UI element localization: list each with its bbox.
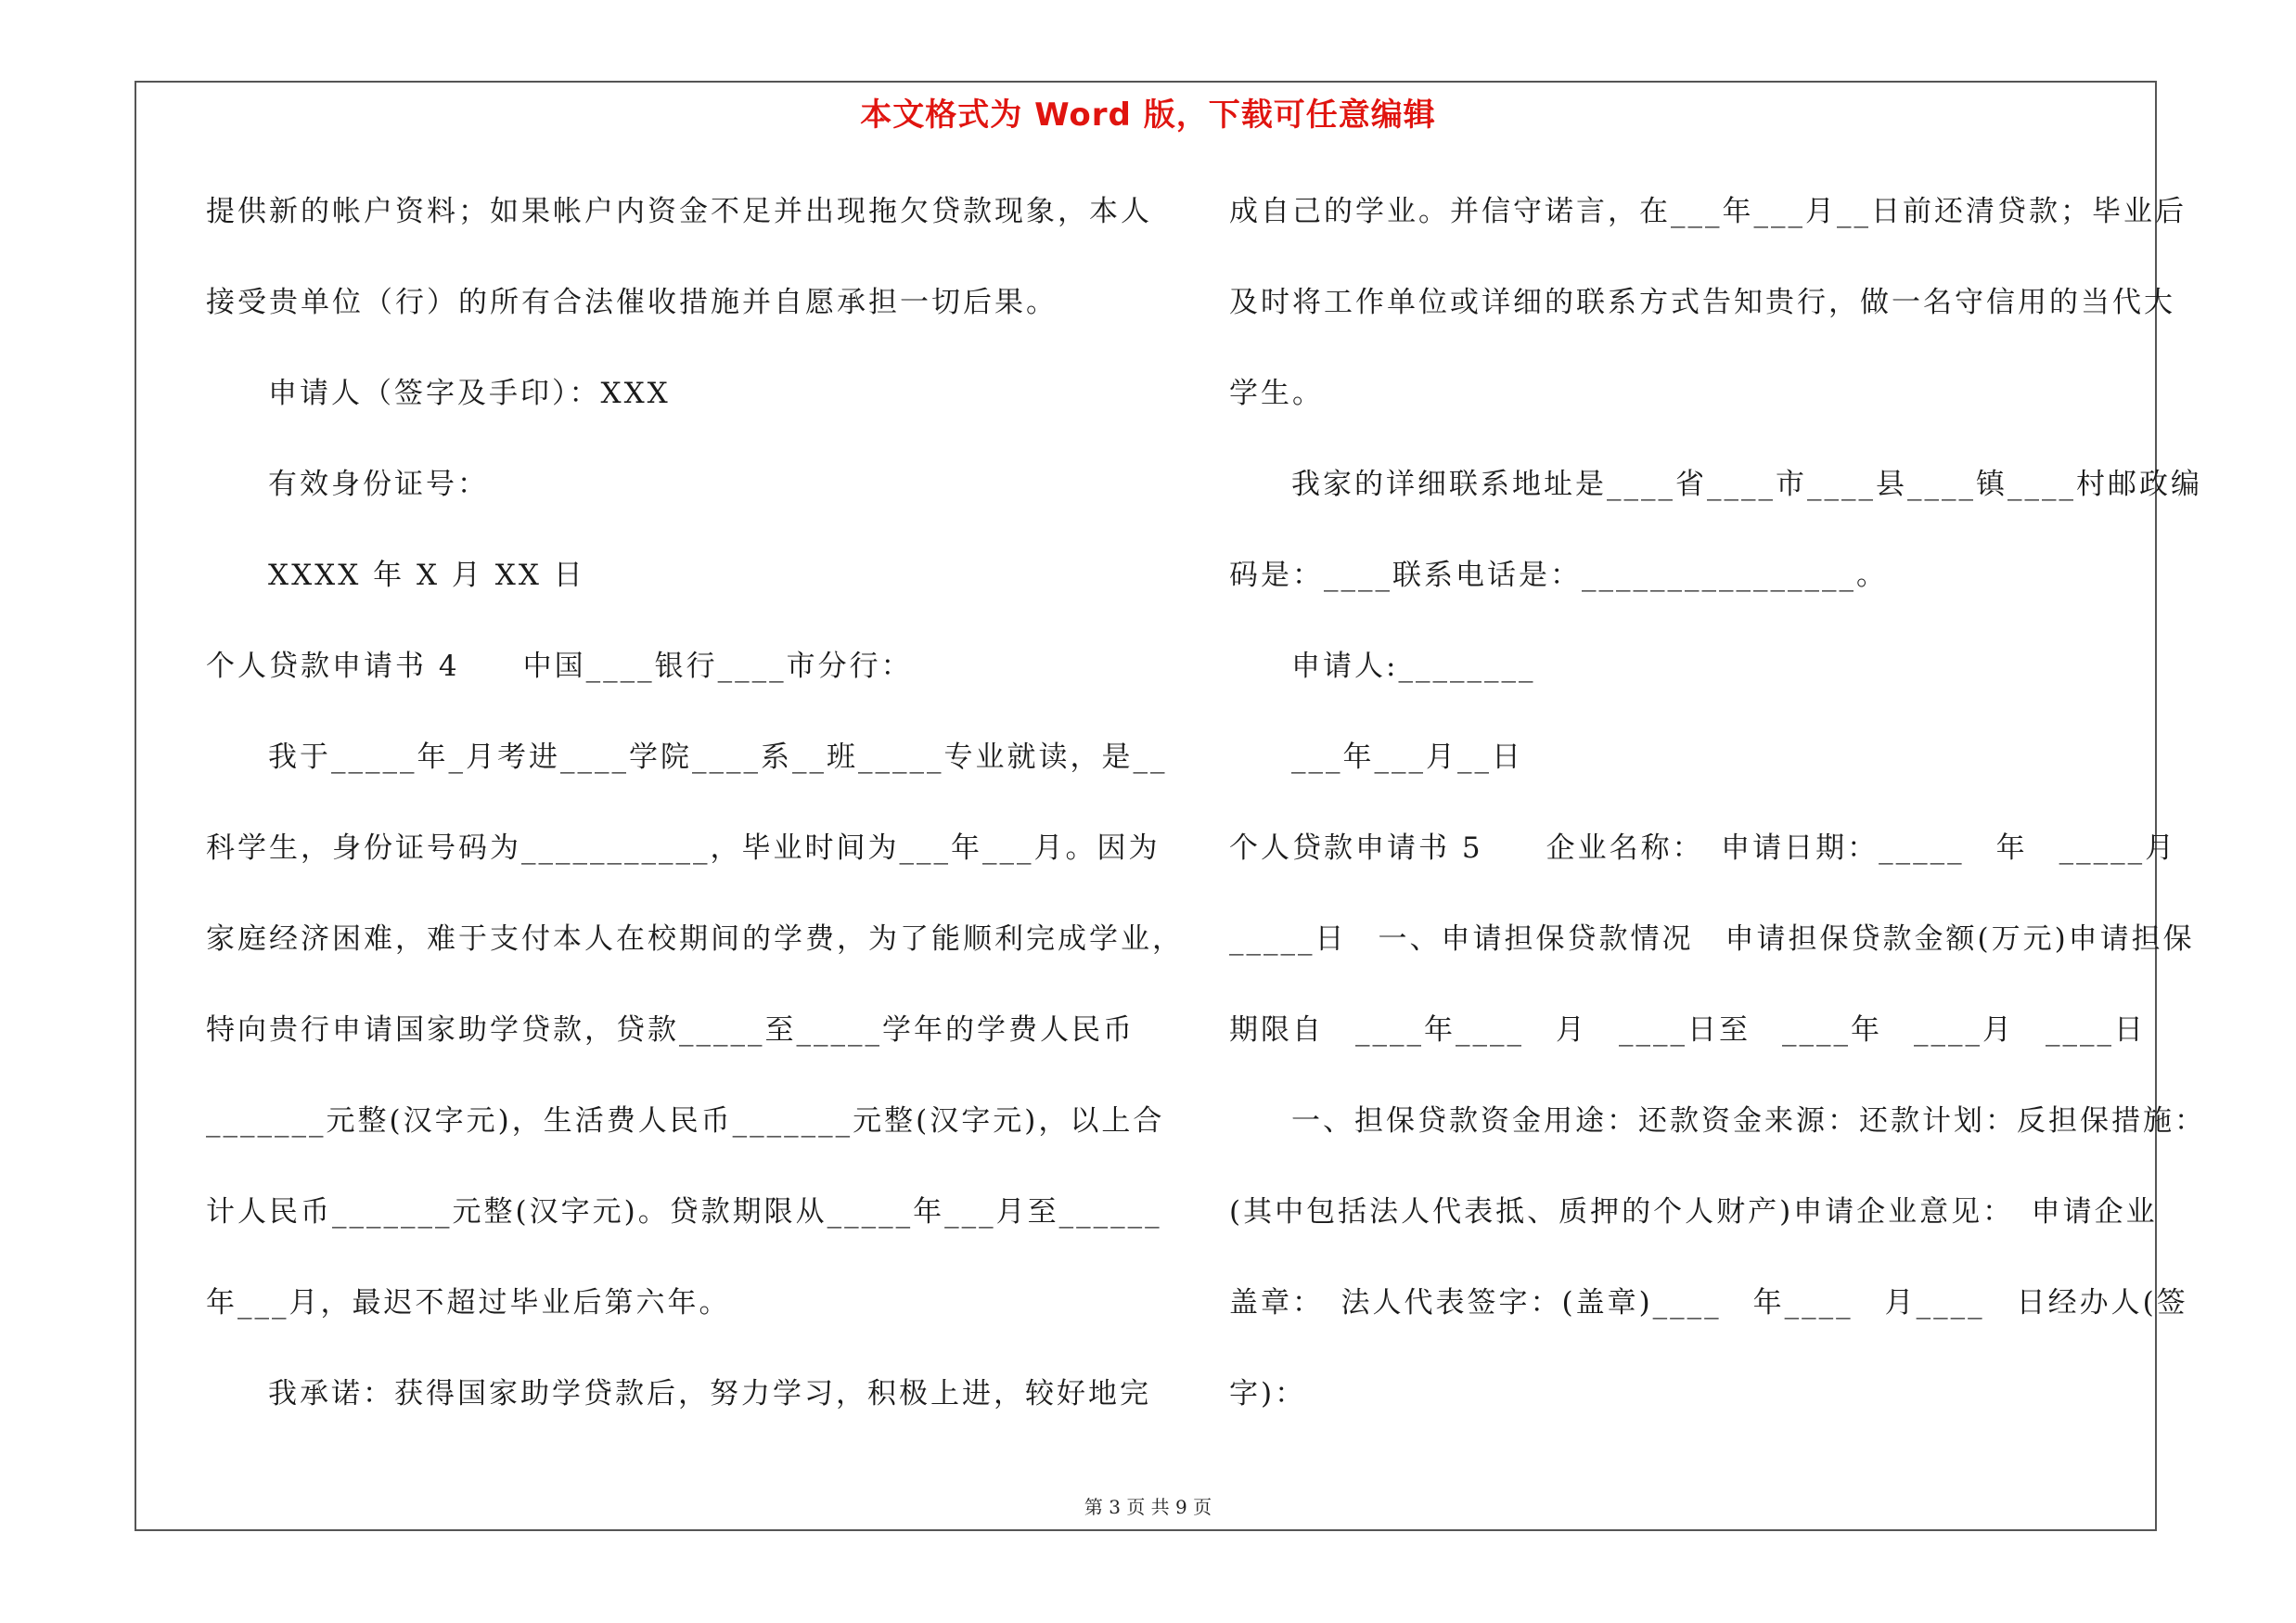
- text-line: 及时将工作单位或详细的联系方式告知贵行，做一名守信用的当代大: [1229, 286, 2175, 319]
- text-line: 科学生，身份证号码为___________，毕业时间为___年___月。因为: [206, 831, 1161, 865]
- text-line: 字)：: [1229, 1377, 1307, 1410]
- text-line: _______元整(汉字元)，生活费人民币_______元整(汉字元)，以上合: [206, 1104, 1165, 1138]
- text-line: (其中包括法人代表抵、质押的个人财产)申请企业意见： 申请企业: [1229, 1195, 2158, 1229]
- format-banner: 本文格式为 Word 版，下载可任意编辑: [860, 97, 1436, 134]
- section-heading-4: 个人贷款申请书 4 中国____银行____市分行：: [206, 650, 913, 683]
- text-line: 期限自 ____年____ 月 ____日至 ____年 ____月 ____日: [1229, 1013, 2146, 1047]
- applicant-signature-line: 申请人（签字及手印）：XXX: [268, 377, 671, 410]
- text-line: 我于_____年_月考进____学院____系__班_____专业就读，是__: [268, 741, 1168, 774]
- right-column: [1229, 184, 2206, 1457]
- text-line: _____日 一、申请担保贷款情况 申请担保贷款金额(万元)申请担保: [1229, 922, 2195, 956]
- text-line: 码是：____联系电话是：________________。: [1229, 559, 1888, 592]
- text-line: 成自己的学业。并信守诺言，在___年___月__日前还清贷款；毕业后: [1229, 195, 2187, 228]
- text-line: 接受贵单位（行）的所有合法催收措施并自愿承担一切后果。: [206, 286, 1058, 319]
- text-line: 一、担保贷款资金用途：还款资金来源：还款计划：反担保措施：: [1291, 1104, 2206, 1138]
- text-line: 学生。: [1229, 377, 1324, 410]
- applicant-line: 申请人:________: [1291, 650, 1536, 683]
- page-number: 第 3 页 共 9 页: [1084, 1496, 1212, 1518]
- section-heading-5: 个人贷款申请书 5 企业名称： 申请日期：_____ 年 _____月: [1229, 831, 2177, 865]
- text-line: 特向贵行申请国家助学贷款，贷款_____至_____学年的学费人民币: [206, 1013, 1135, 1047]
- date-line: ___年___月__日: [1291, 741, 1523, 774]
- text-line: 计人民币_______元整(汉字元)。贷款期限从_____年___月至______: [206, 1195, 1162, 1229]
- left-column: [206, 184, 1184, 1457]
- text-line: 我家的详细联系地址是____省____市____县____镇____村邮政编: [1291, 468, 2202, 501]
- text-line: 家庭经济困难，难于支付本人在校期间的学费，为了能顺利完成学业，: [206, 922, 1184, 956]
- text-line: 提供新的帐户资料；如果帐户内资金不足并出现拖欠贷款现象，本人: [206, 195, 1152, 228]
- text-line: 我承诺：获得国家助学贷款后，努力学习，积极上进，较好地完: [268, 1377, 1151, 1410]
- date-line: XXXX 年 X 月 XX 日: [268, 559, 585, 592]
- id-number-line: 有效身份证号：: [268, 468, 489, 501]
- text-line: 年___月，最迟不超过毕业后第六年。: [206, 1286, 731, 1320]
- text-line: 盖章： 法人代表签字：(盖章)____ 年____ 月____ 日经办人(签: [1229, 1286, 2188, 1320]
